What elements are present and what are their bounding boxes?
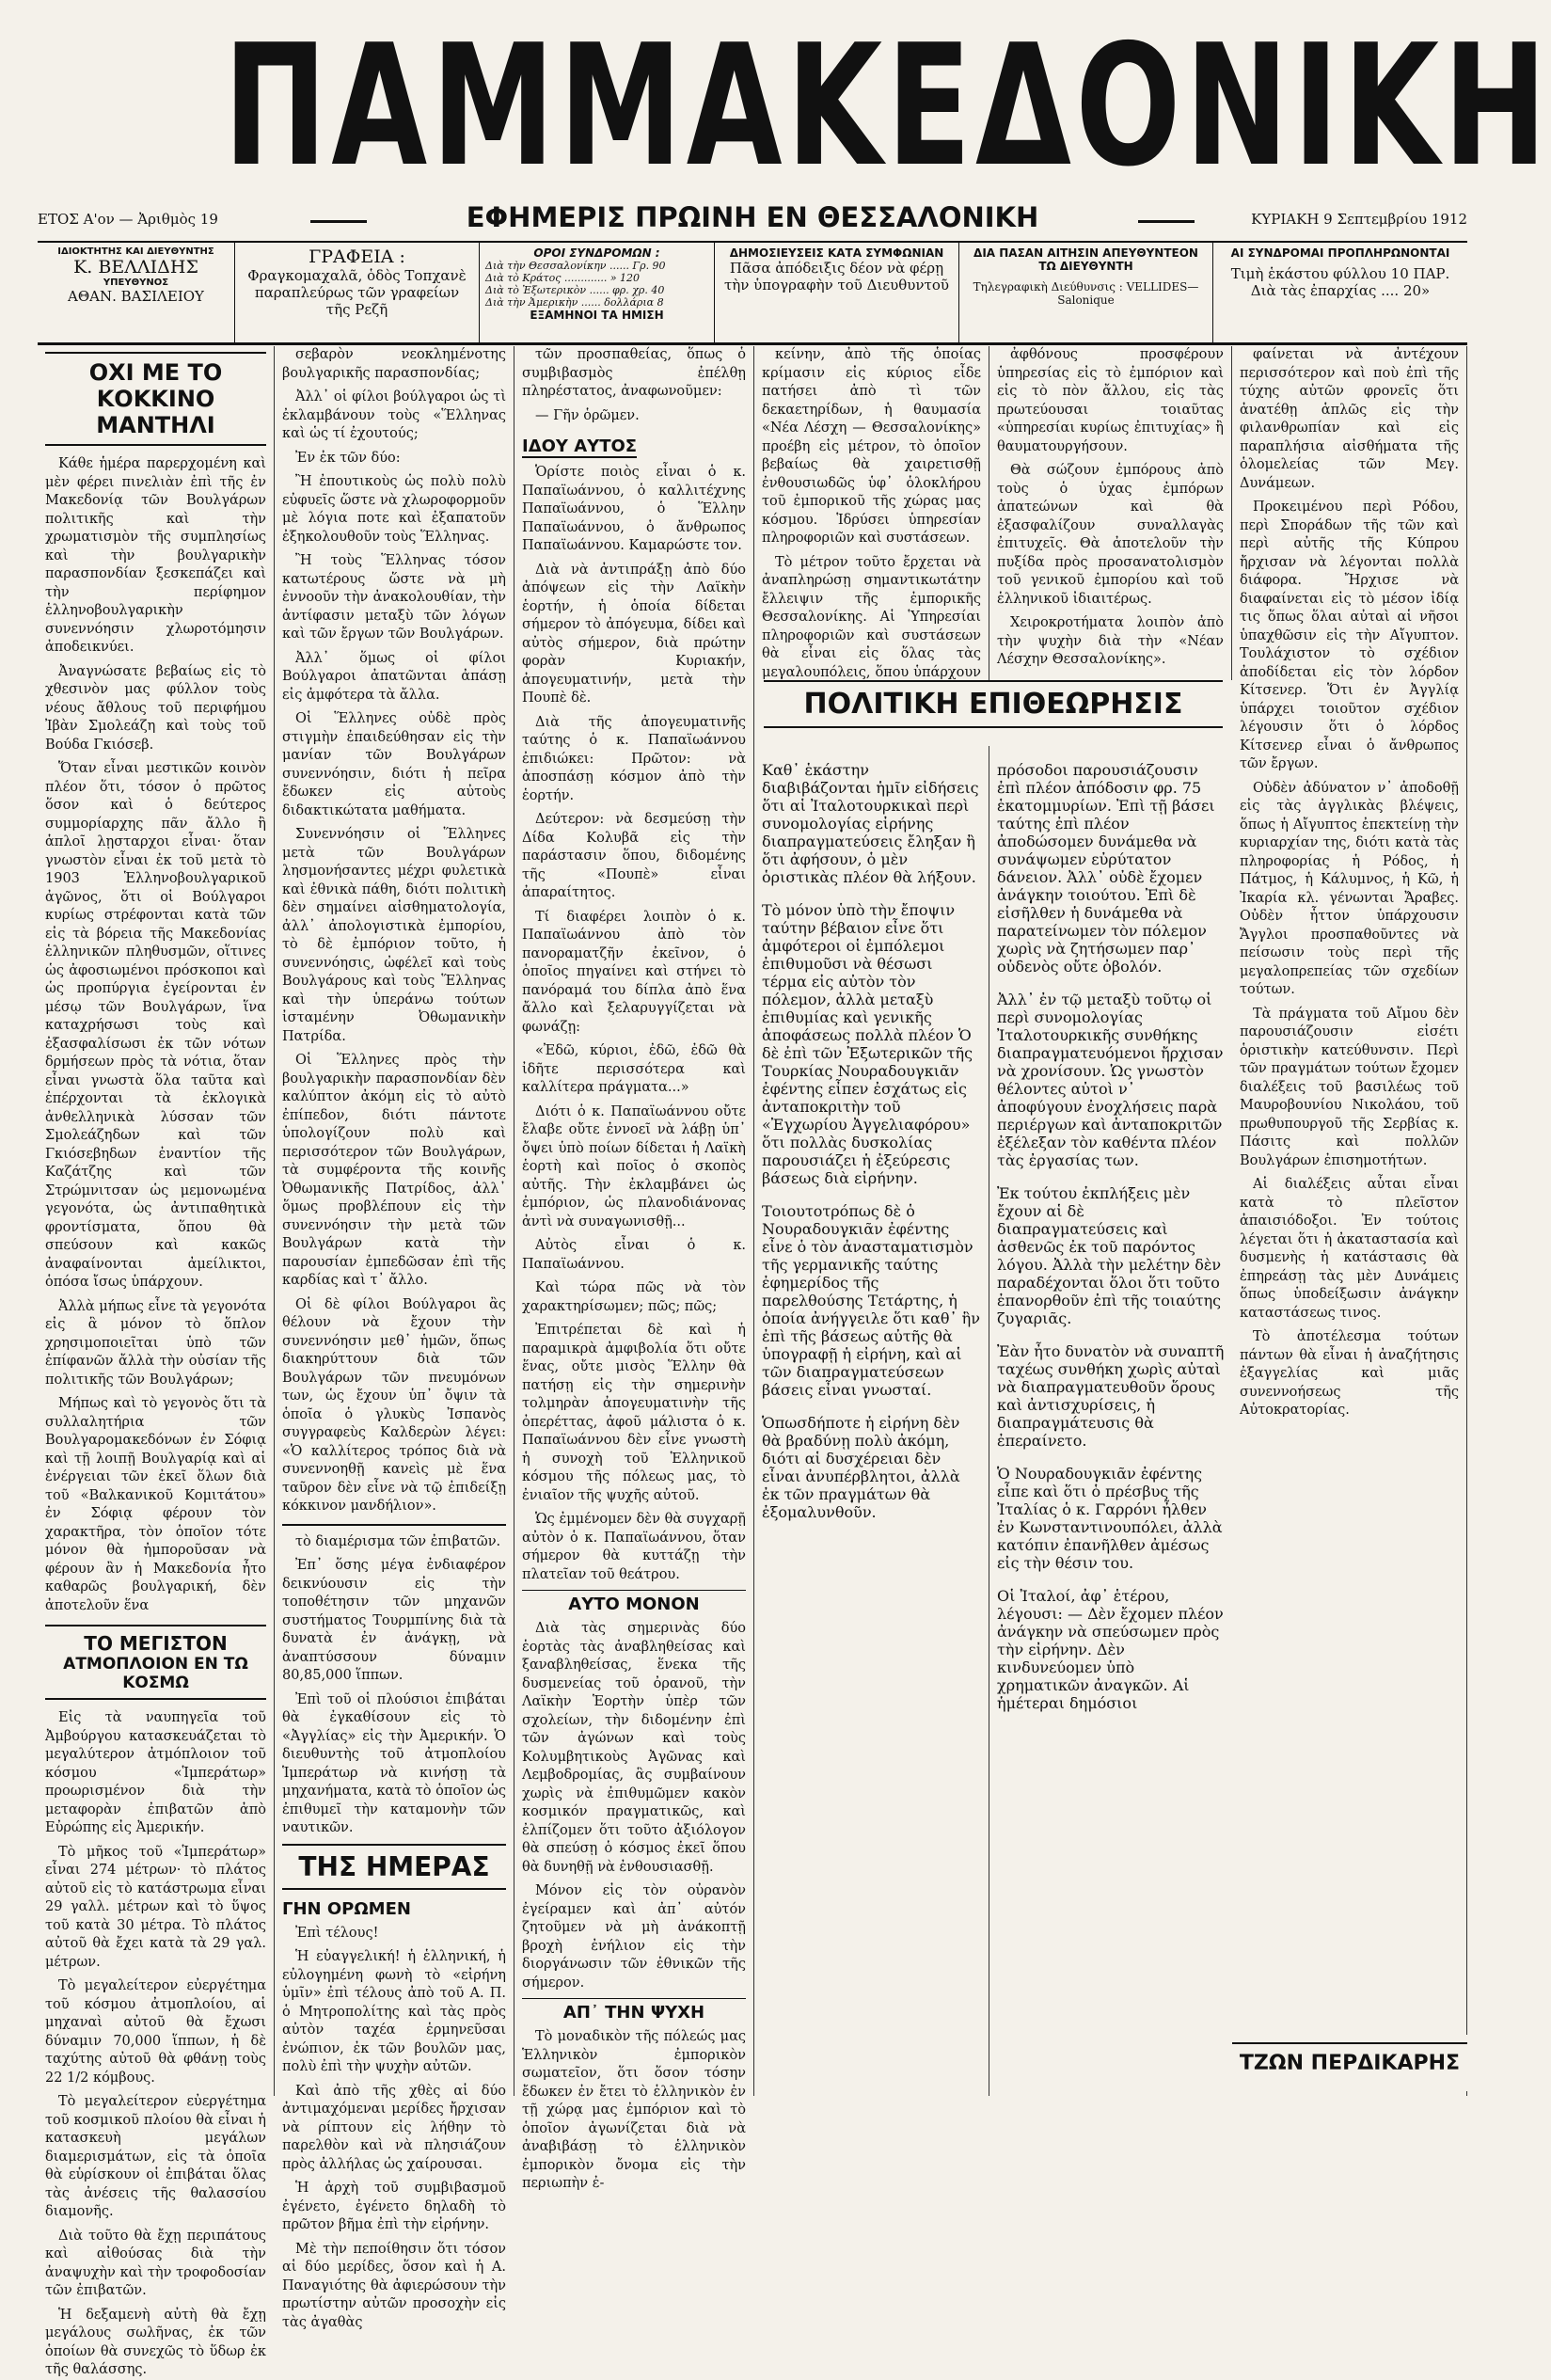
paragraph: Ἐπιτρέπεται δὲ καὶ ἡ παραμικρὰ ἀμφιβολία ὅτι οὔτε ἕνας, οὔτε μισὸς Ἕλλην θὰ πατήσῃ εἰς τὴν σημερινὴν τολμηρὰν ἀπογευματινὴν τῆς ὀπερέττας, ἀφοῦ μάλιστα ὁ κ. Παπαϊωάννου δὲν εἶνε γνωστὴ ἡ συνοχὴ τοῦ Ἑλληνικοῦ κόσμου τῆς πόλεως μας, τὸ ἐνιαῖον τῆς ψυχῆς αὐτοῦ. (522, 1323, 746, 1503)
price-city: Τιμὴ ἑκάστου φύλλου 10 ΠΑΡ. (1230, 265, 1450, 282)
ads-box (715, 243, 959, 342)
ads-text: Πᾶσα ἀπόδειξις δέον νὰ φέρῃ τὴν ὑπογραφὴν τοῦ Διευθυντοῦ (723, 260, 949, 294)
paragraph: Καὶ τώρα πῶς νὰ τὸν χαρακτηρίσωμεν; πῶς; πῶς; (522, 1280, 746, 1314)
paragraph: Ἡ ἀρχὴ τοῦ συμβιβασμοῦ ἐγένετο, ἐγένετο δηλαδὴ τὸ πρῶτον βῆμα ἐπὶ τὴν εἰρήνην. (282, 2181, 506, 2232)
newspaper-title: ΠΑΜΜΑΚΕΔΟΝΙΚΗ (223, 8, 1551, 203)
subscription-note: ΕΞΑΜΗΝΟΙ ΤΑ ΗΜΙΣΗ (530, 309, 664, 322)
paragraph: Εἰς τὰ ναυπηγεῖα τοῦ Ἀμβούργου κατασκευάζεται τὸ μεγαλύτερον ἀτμόπλοιον τοῦ κόσμου «Ἱμπεράτωρ» προωρισμένον διὰ τὴν μεταφορὰν ἐπιβατῶν ἀπὸ Εὐρώπης εἰς Ἀμερικήν. (45, 1710, 266, 1835)
paragraph: Ὡς ἐμμένομεν δὲν θὰ συγχαρῇ αὐτὸν ὁ κ. Παπαϊωάννου, ὅταν σήμερον θὰ κυττάζῃ τὴν πλατεῖαν τοῦ θεάτρου. (522, 1512, 746, 1582)
requests-title: ΔΙΑ ΠΑΣΑΝ ΑΙΤΗΣΙΝ ΑΠΕΥΘΥΝΤΕΟΝ ΤΩ ΔΙΕΥΘΥΝΤΗ (973, 246, 1198, 273)
paragraph: Μὲ τὴν πεποίθησιν ὅτι τόσον αἱ δύο μερίδες, ὅσον καὶ ἡ Α. Παναγιότης θὰ ἀφιερώσουν τὴν πρωτίστην αὐτῶν προσοχὴν εἰς τὰς ἀγαθὰς (282, 2241, 506, 2330)
paragraph: Συνεννόησιν οἱ Ἕλληνες μετὰ τῶν Βουλγάρων λησμονήσαντες μέχρι φυλετικὰ καὶ ἐθνικὰ πάθη, διότι πολιτικὴ δὲν σημαίνει αἰσθηματολογία, ἀλλ᾽ ἀπολογιστικὰ ἐμπορίου, τὸ δὲ ἐμπόριον τοῦτο, ἡ συνεννόησις, ὠφέλεῖ καὶ τοὺς Βουλγάρους καὶ τοὺς Ἕλληνας καὶ τὴν ὑπεράνω τούτων ἰσταμένην Ὀθωμανικὴν Πατρίδα. (282, 827, 506, 1044)
article-headline: ΟΧΙ ΜΕ ΤΟ ΚΟΚΚΙΝΟ ΜΑΝΤΗΛΙ (45, 352, 266, 446)
owners-box (38, 243, 235, 342)
newspaper-subtitle: ΕΦΗΜΕΡΙΣ ΠΡΩΙΝΗ ΕΝ ΘΕΣΣΑΛΟΝΙΚΗ (466, 201, 1039, 233)
telegraph-address: Τηλεγραφικὴ Διεύθυνσις : VELLIDES—Salonique (973, 280, 1199, 307)
section-headline: ΠΟΛΙΤΙΚΗ ΕΠΙΘΕΩΡΗΣΙΣ (764, 680, 1223, 728)
article-subhead: ΓΗΝ ΟΡΩΜΕΝ (282, 1898, 411, 1919)
paragraph: Οὐδὲν ἀδύνατον ν᾽ ἀποδοθῇ εἰς τὰς ἀγγλικὰς βλέψεις, ὅπως ἡ Αἴγυπτος ἐπεκτείνῃ τὴν κυριαρχίαν της, διότι κατὰ τὰς πληροφορίας ἡ Ρόδος, ἡ Πάτμος, ἡ Κάλυμνος, ἡ Κῶ, ἡ Ἰκαρία κλ. γένωνται Ἄραβες. Οὐδὲν ἧττον ὑπάρχουσιν Ἄγγλοι προσπαθοῦντες νὰ πείσωσιν τοὺς περὶ τῆς μεγαλοπρεπείας τῶν σχεδίων τούτων. (1240, 780, 1459, 997)
paragraph: φαίνεται νὰ ἀντέχουν περισσότερον καὶ ποὺ ἐπὶ τῆς τύχης αὐτῶν φρονεῖς ὅτι ἀνατέθῃ ἁπλῶς εἰς τὴν φιλανθρωπίαν καὶ εἰς παραπλήσια αἰσθήματα τῆς ὁλομελείας τῶν Μεγ. Δυνάμεων. (1240, 347, 1459, 491)
paragraph: Οἱ Ἕλληνες οὐδὲ πρὸς στιγμὴν ἐπαιδεύθησαν εἰς τὴν μανίαν τῶν Βουλγάρων συνεννόησιν, διότι ἡ πεῖρα ἔδωκεν εἰς αὐτοὺς διδακτικώτατα μαθήματα. (282, 711, 506, 818)
subscription-line: Διὰ τὸ Ἐξωτερικὸν ...... φρ. χρ. 40 (485, 284, 665, 296)
paragraph: Ἐπὶ τοῦ οἱ πλούσιοι ἐπιβάται θὰ ἐγκαθίσουν εἰς τὸ «Ἀγγλίας» εἰς τὴν Ἀμερικήν. Ὁ διευθυντὴς τοῦ ἀτμοπλοίου Ἱμπεράτωρ νὰ κινήσῃ τὰ μηχανήματα, κατὰ τὸ ὁποῖον ὡς ἐπιθυμεῖ τὴν καταμονὴν τῶν ναυτικῶν. (282, 1691, 506, 1835)
paragraph: τῶν προσπαθείας, ὅπως ὁ συμβιβασμὸς ἐπέλθῃ πληρέστατος, ἀναφωνοῦμεν: (522, 347, 746, 399)
headline-line: ΑΤΜΟΠΛΟΙΟΝ ΕΝ ΤΩ ΚΟΣΜΩ (63, 1655, 248, 1692)
paragraph: Ἀλλ᾽ ἐν τῷ μεταξὺ τοῦτῳ οἱ περὶ συνομολογίας Ἰταλοτουρκικῆς συνθήκης διαπραγματευόμενοι ἤρχισαν νὰ χρονίσουν. Ὡς γνωστὸν θέλοντες αὐτοὶ ν᾽ ἀποφύγουν ἐνοχλήσεις παρὰ περιέργων καὶ ἀνταποκριτῶν ἐξέλεξαν τὸν καθέντα πλέον τὰς ἐργασίας των. (997, 991, 1224, 1169)
article-columns (38, 346, 1467, 2377)
issue-number: ΕΤΟΣ Α'ον — Ἀριθμὸς 19 (38, 211, 218, 228)
paragraph: Ἐπὶ τέλους! (295, 1925, 379, 1941)
paragraph: Τί διαφέρει λοιπὸν ὁ κ. Παπαϊωάννου ἀπὸ τὸν πανοραματζῆν ἐκεῖνον, ὁ ὁποῖος πηγαίνει καὶ στήνει τὸ πανόραμά του δίπλα ἀπὸ ἕνα ἄλλο καὶ ξελαρυγγίζεται νὰ φωνάζῃ: (522, 909, 746, 1035)
paragraph: Τὸ μόνον ὑπὸ τὴν ἔποψιν ταύτην βέβαιον εἶνε ὅτι ἀμφότεροι οἱ ἐμπόλεμοι ἐπιθυμοῦσι νὰ θέσωσι τέρμα εἰς αὐτὸν τὸν πόλεμον, ἀλλὰ μεταξὺ ἐπιθυμίας καὶ γενικῆς ἀποφάσεως πολλὰ πλέον Ὁ δὲ ἐπὶ τῶν Ἐξωτερικῶν τῆς Τουρκίας Νουραδουγκιᾶν ἐφέντης εἶπεν ἐσχάτως εἰς ἀνταποκριτὴν τοῦ «Ἐγχωρίου Ἀγγελιαφόρου» ὅτι πολλὰς δυσκολίας παρουσιάζει ἡ ἐξεύρεσις βάσεως διὰ εἰρήνην. (762, 901, 973, 1187)
paragraph: «Ἐδῶ, κύριοι, ἐδῶ, ἐδῶ θὰ ἰδῆτε περισσότερα καὶ καλλίτερα πράγματα...» (522, 1043, 746, 1095)
paragraph: ἀφθόνους προσφέρουν ὑπηρεσίας εἰς τὸ ἐμπόριον καὶ εἰς τὸ πὸν ἄλλου, εἰς τὰς πρωτεύουσαι τοιαῦτας «ὑπηρεσίαι κυρίως ἐπιτυχίας» ἢ θαυματουργήσουν. (997, 347, 1224, 454)
paragraph: Τὰ πράγματα τοῦ Αἴμου δὲν παρουσιάζουσιν εἰσέτι ὁριστικὴν κατεύθυνσιν. Περὶ τῶν πραγμάτων τούτων ἔχομεν διαλέξεις τοῦ βασιλέως τοῦ Μαυροβουνίου Νικολάου, τοῦ πρωθυπουργοῦ τῆς Σερβίας κ. Πάσιτς καὶ πολλῶν Βουλγάρων ἐπισημοτήτων. (1240, 1006, 1459, 1168)
paragraph: Προκειμένου περὶ Ρόδου, περὶ Σποράδων τῆς τῶν καὶ περὶ αὐτῆς τῆς Κύπρου ἤρχισαν νὰ λέγονται πολλὰ διάφορα. Ἤρχισε νὰ διαφαίνεται εἰς τὸ μέσον ἰδίᾳ τις ὅπως ὅλαι αὐταὶ αἱ νῆσοι ὑπαχθῶσιν εἰς τὴν Αἴγυπτον. Τουλάχιστον τὸ σχέδιον ἀποδίδεται εἰς τὸν λόρδον Κίτσενερ. Ὅτι ἐν Ἀγγλίᾳ ὑπάρχει τοιοῦτον σχέδιον λέγουσιν ὅτι ὁ λόρδος Κίτσενερ εἶναι ὁ ἄνθρωπος τῶν ἔργων. (1240, 500, 1459, 771)
price-box (1213, 243, 1467, 342)
paragraph: Ἡ εὐαγγελική! ἡ ἑλληνική, ἡ εὐλογημένη φωνὴ τὸ «εἰρήνη ὑμῖν» ἐπὶ τέλους ἀπὸ τοῦ Α. Π. ὁ Μητροπολίτης καὶ τὰς πρὸς αὐτὸν ταχέα ἑρμηνεῦσαι ἐνώπιον, ἐκ τῶν βουλῶν μας, πολὺ ἐπὶ τὴν ψυχὴν αὐτῶν. (282, 1949, 506, 2074)
editor-name: ΑΘΑΝ. ΒΑΣΙΛΕΙΟΥ (68, 288, 204, 305)
paragraph: Ἐκ τούτου ἐκπλήξεις μὲν ἔχουν αἱ δὲ διαπραγματεύσεις καὶ ἀσθενῶς ἐκ τοῦ παρόντος λόγου. Ἀλλὰ τὴν μελέτην δὲν παραδέχονται ὅλοι ὅτι τοῦτο ἐπανορθοῦν ἐπὶ τῆς τοιαύτης ζυγαριᾶς. (997, 1184, 1222, 1327)
paragraph: κείνην, ἀπὸ τῆς ὁποίας κρίμασιν εἰς κύριος εἶδε πατήσει ἀπὸ τὶ τῶν δεκαετηρίδων, ἡ θαυμασία «Νέα Λέσχη — Θεσσαλονίκης» προέβη εἰς μέτρον, τὸ ὁποῖον βεβαίως θὰ χαιρετισθῇ ἐνθουσιωδῶς ὑφ᾽ ὁλοκλήρου τοῦ ἐμπορικοῦ τῆς χώρας μας κόσμου. Ἱδρύσει ὑπηρεσίαν πληροφοριῶν καὶ συστάσεων. (762, 347, 981, 546)
paragraph: πρόσοδοι παρουσιάζουσιν ἐπὶ πλέον ἀπόδοσιν φρ. 75 ἑκατομμυρίων. Ἐπὶ τῇ βάσει ταύτης ἐπὶ πλέον ἀποδώσομεν δυνάμεθα νὰ συνάψωμεν εὐρύτατον δάνειον. Ἀλλ᾽ οὐδὲ ἔχομεν ἀνάγκην τοιούτου. Ἐπὶ δὲ εἰσῆλθεν ἡ δυνάμεθα νὰ παρατείνωμεν τὸν πόλεμον χωρὶς νὰ ζητήσωμεν παρ᾽ οὐδενὸς οὔτε ὀβολόν. (997, 761, 1215, 976)
column-6 (1232, 346, 1467, 2096)
subscriptions-box (480, 243, 715, 342)
paragraph: σεβαρὸν νεοκλημένοτης βουλγαρικῆς παρασπονδίας; (282, 347, 506, 381)
paragraph: — Γῆν ὁρῶμεν. (535, 407, 640, 423)
paragraph: Ἀλλ᾽ ὅμως οἱ φίλοι Βούλγαροι ἀπατῶνται ἀπάσῃ εἰς ἀμφότερα τὰ ἄλλα. (282, 650, 506, 703)
paragraph: Οἱ Ἕλληνες πρὸς τὴν βουλγαρικὴν παρασπονδίαν δὲν καλύπτον ἀκόμη εἰς τὸ αὐτὸ ἐπίπεδον, διότι πάντοτε ὑπολογίζουν πολὺ καὶ περισσότερον τῶν Βουλγάρων, τὰ συμφέροντα τῆς κοινῆς Ὀθωμανικῆς Πατρίδος, ἀλλ᾽ ὅμως προβλέπουν εἰς τὴν συνεννόησιν τὴν μετὰ τῶν Βουλγάρων κατὰ τὴν παρουσίαν ἐμπεδῶσαν ἐπὶ τῆς καρδίας καὶ τ᾽ ἄλλο. (282, 1053, 506, 1288)
editor-label: ΥΠΕΥΘΥΝΟΣ (103, 278, 169, 288)
paragraph: Δεύτερον: νὰ δεσμεύσῃ τὴν Δίδα Κολυβᾶ εἰς τὴν παράστασιν ὅπου, διδομένης τῆς «Πουπὲ» εἶναι ἀπαραίτητος. (522, 812, 746, 900)
paragraph: Τὸ ἀποτέλεσμα τούτων πάντων θὰ εἶναι ἡ ἀναζήτησις ἐξαγγελίας καὶ μιᾶς συνεννοήσεως τῆς Αὐτοκρατορίας. (1240, 1329, 1459, 1418)
politics-section (754, 680, 1232, 2096)
paragraph: Καὶ ἀπὸ τῆς χθὲς αἱ δύο ἀντιμαχόμεναι μερίδες ἤρχισαν νὰ ρίπτουν εἰς λήθην τὸ παρελθὸν καὶ νὰ πλησιάζουν πρὸς ἀλλήλας ὡς χαίρουσαι. (282, 2083, 506, 2172)
paragraph: Διὰ τοῦτο θὰ ἔχῃ περιπάτους καὶ αἰθούσας διὰ τὴν ἀναψυχὴν καὶ τὴν τροφοδοσίαν τῶν ἐπιβατῶν. (45, 2228, 266, 2298)
paragraph: Τοιουτοτρόπως δὲ ὁ Νουραδουγκιᾶν ἐφέντης εἶνε ὁ τὸν ἀνασταματισμὸν τῆς γερμανικῆς ταύτης ἐφημερίδος τῆς παρελθούσης Τετάρτης, ἡ ὁποία ἀνήγγειλε ὅτι καθ᾽ ἣν ἐπὶ τῆς βάσεως αὐτῆς θὰ ὑπογραφῇ ἡ εἰρήνη, καὶ αἱ τῶν διαπραγματεύσεων βάσεις εἶναι γνωσταί. (762, 1202, 980, 1399)
article-subhead: ΑΠ᾽ ΤΗΝ ΨΥΧΗ (522, 1998, 746, 2023)
paragraph: Θὰ σώζουν ἐμπόρους ἀπὸ τοὺς ὁ ὑχας ἐμπόρων ἀπατεώνων καὶ θὰ ἐξασφαλίζουν συναλλαγὰς ἐπιτυχεῖς. Θὰ ἀποτελοῦν τὴν πυξίδα πρὸς προσανατολισμὸν τοῦ γενικοῦ ἐμπορίου καὶ τοῦ ἑλληνικοῦ ἰδιαιτέρως. (997, 463, 1224, 607)
paragraph: Ἐν ἐκ τῶν δύο: (295, 450, 401, 466)
paragraph: Ἀλλ᾽ οἱ φίλοι βούλγαροι ὡς τὶ ἐκλαμβάνουν τοὺς «Ἕλληνας καὶ ὡς τί ἐχουτούς; (282, 389, 506, 441)
paragraph: Ἢ ἐπουτικοὺς ὡς πολὺ πολὺ εὐφυεῖς ὥστε νὰ χλωροφορμοῦν μὲ λόγια ποτε καὶ ἐξαπατοῦν ἐξηκολουθοῦν τοὺς Ἕλληνας. (282, 474, 506, 545)
paragraph: Ὁ Νουραδουγκιᾶν ἐφέντης εἶπε καὶ ὅτι ὁ πρέσβυς τῆς Ἰταλίας ὁ κ. Γαρρόνι ἦλθεν ἐν Κωνσταντινουπόλει, ἀλλὰ κατόπιν ἐπανῆλθεν ἀμέσως εἰς τὴν θέσιν του. (997, 1465, 1223, 1572)
requests-box (959, 243, 1213, 342)
paragraph: Κάθε ἡμέρα παρερχομένη καὶ μὲν φέρει πινελιὰν ἐπὶ τῆς ἐν Μακεδονίᾳ τῶν Βουλγάρων πολιτικῆς καὶ τὴν χρωματισμὸν τῆς συμπλησίως καὶ τὴν βουλγαρικὴν παρασπονδίαν ξεσκεπάζει καὶ τὴν περίφημον ἑλληνοβουλγαρικὴν συνεννόησιν χλωροτόμησιν ἀποδεικνύει. (45, 456, 266, 655)
offices-text: Φραγκομαχαλᾶ, ὁδὸς Τοπχανὲ παραπλεύρως τῶν γραφείων τῆς Ρεζῆ (247, 267, 467, 318)
subscription-line: Διὰ τὴν Ἀμερικὴν ...... δολλάρια 8 (485, 296, 664, 309)
column-1 (38, 346, 275, 2377)
paragraph: Ἐὰν ἦτο δυνατὸν νὰ συναπτῆ ταχέως συνθήκη χωρὶς αὐταὶ νὰ διαπραγματευθοῦν ὅρους καὶ ἀντισχυρίσεις, ἡ διαπραγμάτευσις θὰ ἐπεραίνετο. (997, 1342, 1225, 1450)
divider (282, 1524, 506, 1526)
ads-title: ΔΗΜΟΣΙΕΥΣΕΙΣ ΚΑΤΑ ΣΥΜΦΩΝΙΑΝ (729, 246, 944, 260)
column-3 (514, 346, 754, 2191)
section-headline: ΤΗΣ ΗΜΕΡΑΣ (282, 1844, 506, 1890)
paragraph: Ὅταν εἶναι μεστικῶν κοινὸν πλέον ὅτι, τόσον ὁ πρῶτος ὅσον καὶ ὁ δεύτερος συμμορίαρχης πᾶν ἄλλο ἢ ἁπλοῖ λῃσταρχοι εἶναι· ὅταν γνωστὸν εἶναι ἐκ τοῦ μετὰ τὸ 1903 Ἑλληνοβουλγαρικοῦ ἀγῶνος, ὅτι οἱ Βούλγαροι κυρίως στρέφονται κατὰ τῶν εἰς τὰ βόρεια τῆς Μακεδονίας ἑλληνικῶν πληθυσμῶν, οἵτινες ὡς ἀφοσιωμένοι πρόσκοποι καὶ ὡς προπύργια ἐγείρονται ἐν μέσῳ τῶν Βουλγάρων, ἵνα καταχρήσωσι τοὺς καὶ ἐξασφαλίσωσι ἐκ τῶν νότων δρμήσεων πρὸς τὰ νότια, ὅταν εἶναι γνωστὰ ὅλα ταῦτα καὶ ἐπέρχονται τὰ ἐκλογικὰ ἀνθελληνικὰ λύσσαν τῶν Σμολεάζηδων καὶ τῶν Γκιόσεβηδων ἐναντίον τῆς Καζάτζης καὶ τῶν Στρώμνιτσαν ὡς μεμονωμένα γεγονότα, ὡς ἀντιπαθητικὰ φροντίσματα, ὅπου θὰ σπεύσουν καὶ κακῶς ἀναφαίνονται ἀμείλικτοι, ὁπόσα ἴσως ὑπάρχουν. (45, 761, 266, 1290)
paragraph: Ἢ τοὺς Ἕλληνας τόσον κατωτέρους ὥστε νὰ μὴ ἐννοοῦν τὴν ἀνακολουθίαν, τὴν ἀντίφασιν μεταξὺ τῶν λόγων καὶ τῶν ἔργων τῶν Βουλγάρων. (282, 553, 506, 642)
paragraph: Τὸ μῆκος τοῦ «Ἱμπεράτωρ» εἶναι 274 μέτρων· τὸ πλάτος αὐτοῦ εἰς τὸ κατάστρωμα εἶναι 29 γαλλ. μέτρων καὶ τὸ ὕψος τοῦ κατὰ 30 μέτρα. Τὸ πλάτος αὐτοῦ θὰ ἔχει κατὰ τὰ 29 γαλ. μέτρων. (45, 1844, 266, 1970)
paragraph: Ἀναγνώσατε βεβαίως εἰς τὸ χθεσινὸν μας φύλλον τοὺς νέους ἄθλους τοῦ περιφήμου Ἰβὰν Σμολεάζη καὶ τοὺς τοῦ Βούδα Γκιόσεβ. (45, 663, 266, 753)
paragraph: Οἱ δὲ φίλοι Βούλγαροι ἂς θέλουν νὰ ἔχουν τὴν συνεννόησιν μεθ᾽ ἡμῶν, ὅπως διακηρύττουν διὰ τῶν Βουλγάρων τῶν πνευμόνων των, ὡς ἔχουν ὑπ᾽ ὄψιν τὰ ὁποῖα ὁ γλυκὺς Ἰσπανὸς συγγραφεὺς Καλδερὼν λέγει: «Ὁ καλλίτερος τρόπος διὰ νὰ συνεννοηθῇ κανεὶς μὲ ἕνα ταῦρον δὲν εἶνε νὰ τῷ ἐπιδείξῃ κόκκινον μανδήλιον». (282, 1296, 506, 1514)
divider (1138, 220, 1195, 223)
politics-column-b (989, 746, 1232, 2096)
paragraph: Μήπως καὶ τὸ γεγονὸς ὅτι τὰ συλλαλητήρια τῶν Βουλγαρομακεδόνων ἐν Σόφιᾳ καὶ τῇ λοιπῇ Βουλγαρίᾳ καὶ αἱ ἐνέργειαι τῶν ἐκεῖ ὅλων διὰ τοῦ «Βαλκανικοῦ Κομιτάτου» ἐν Σόφιᾳ φέρουν τὸν χαρακτῆρα, τὸν ὁποῖον τότε μόνον θὰ ἠμποροῦσαν νὰ φέρουν ἂν ἡ Μακεδονία ἦτο καθαρῶς βουλγαρική, δὲν ἀποτελοῦν ἕνα (45, 1396, 266, 1613)
paragraph: Διότι ὁ κ. Παπαϊωάννου οὔτε ἔλαβε οὔτε ἐννοεῖ νὰ λάβῃ ὑπ᾽ ὄψει ὑπὸ ποίων δίδεται ἡ Λαϊκὴ ἑορτὴ καὶ ποῖος ὁ σκοπὸς αὐτῆς. Τὴν ἐκλαμβάνει ὡς ἐμπόριον, ὡς πλανοδιάνονας ἀντὶ νὰ συναγωνισθῇ... (522, 1103, 746, 1230)
subscription-line: Διὰ τὴν Θεσσαλονίκην ...... Γρ. 90 (485, 260, 666, 272)
issue-date: ΚΥΡΙΑΚΗ 9 Σεπτεμβρίου 1912 (1251, 211, 1467, 228)
paragraph: Διὰ τὰς σημερινὰς δύο ἑορτὰς τὰς ἀναβληθείσας καὶ ξαναβληθείσας, ἕνεκα τῆς δυσμενείας τοῦ ὀρανοῦ, τὴν Λαϊκὴν Ἑορτὴν ὑπὲρ τῶν σχολείων, τὴν διδομένην ἐπὶ τῶν ἀγώνων καὶ τοὺς Κολυμβητικοὺς Ἀγῶνας καὶ Λεμβοδρομίας, ἃς συμβαίνουν χωρὶς νὰ ἐπιθυμῶμεν κακὸν κοσμικόν πραγματικῶς, καὶ ἐλπίζομεν ὅτι τοῦτο ἀξιόλογον θὰ σπεύσῃ ὁ κόσμος ἐκεῖ ὅπου θὰ δυνηθῇ νὰ ἐνθουσιασθῇ. (522, 1621, 746, 1875)
prepaid-title: ΑΙ ΣΥΝΔΡΟΜΑΙ ΠΡΟΠΛΗΡΩΝΟΝΤΑΙ (1230, 246, 1450, 260)
paragraph: Ἐπ᾽ ὅσης μέγα ἐνδιαφέρον δεικνύουσιν εἰς τὴν τοποθέτησιν τῶν μηχανῶν συστήματος Τουρμπίνης διὰ τὰ δυνατὰ ἐν ἀνάγκῃ, νὰ ἀναπτύσσουν δύναμιν 80,85,000 ἵππων. (282, 1558, 506, 1683)
masthead (38, 8, 1551, 205)
paragraph: Τὸ μέτρον τοῦτο ἔρχεται νὰ ἀναπληρώσῃ σημαντικωτάτην ἔλλειψιν τῆς ἐμπορικῆς Θεσσαλονίκης. Αἱ Ὑπηρεσίαι πληροφοριῶν καὶ συστάσεων θὰ εἶναι εἰς ὅλας τὰς μεγαλουπόλεις, ὅπου ὑπάρχουν (762, 554, 981, 680)
paragraph: Αὐτὸς εἶναι ὁ κ. Παπαϊωάννου. (522, 1238, 746, 1272)
divider (1232, 2042, 1467, 2044)
article-signature: ΤΖΩΝ ΠΕΡΔΙΚΑΡΗΣ (1239, 2052, 1461, 2075)
owners-label: ΙΔΙΟΚΤΗΤΗΣ ΚΑΙ ΔΙΕΥΘΥΝΤΗΣ (57, 246, 214, 257)
paragraph: Χειροκροτήματα λοιπὸν ἀπὸ τὴν ψυχὴν διὰ τὴν «Νέαν Λέσχην Θεσσαλονίκης». (997, 615, 1224, 667)
paragraph: Οἱ Ἰταλοί, ἀφ᾽ ἑτέρου, λέγουσι: — Δὲν ἔχομεν πλέον ἀνάγκην νὰ σπεύσωμεν πρὸς τὴν εἰρήνην. Δὲν κινδυνεύομεν ὑπὸ χρηματικῶν ἀναγκῶν. Αἱ ἡμέτεραι δημόσιοι (997, 1587, 1224, 1712)
paragraph: Ὁπωσδήποτε ἡ εἰρήνη δὲν θὰ βραδύνῃ πολὺ ἀκόμη, διότι αἱ δυσχέρειαι δὲν εἶναι ἀνυπέρβλητοι, ἀλλὰ ἐκ τῶν πραγμάτων θὰ ἐξομαλυνθοῦν. (762, 1414, 960, 1521)
masthead-subline (38, 201, 1467, 233)
paragraph: Ἀλλὰ μήπως εἶνε τὰ γεγονότα εἰς ἃ μόνον τὸ ὅπλον χρησιμοποιεῖται ὑπὸ τῶν ἐπίφανῶν ἄλλὰ τὴν οὐσίαν τῆς πολιτικῆς τῶν Βουλγάρων; (45, 1298, 266, 1388)
paragraph: τὸ διαμέρισμα τῶν ἐπιβατῶν. (295, 1533, 501, 1549)
subscription-line: Διὰ τὸ Κράτος ............. » 120 (485, 272, 641, 284)
paragraph: Καθ᾽ ἑκάστην διαβιβάζονται ἡμῖν εἰδήσεις ὅτι αἱ Ἰταλοτουρκικαὶ περὶ συνομολογίας εἰρήνης διαπραγματεύσεις ἔληξαν ἢ ὅτι ἀφήσουν, ὁ μὲν ὁριστικὰς πλέον θὰ λήξουν. (762, 761, 979, 886)
politics-column-a (754, 746, 989, 2096)
paragraph: Ἡ δεξαμενὴ αὐτὴ θὰ ἔχῃ μεγάλους σωλῆνας, ἐκ τῶν ὁποίων θὰ συνεχῶς τὸ ὕδωρ ἐκ τῆς θαλάσσης. (45, 2307, 266, 2377)
paragraph: Μόνον εἰς τὸν οὐρανὸν ἐγείραμεν καὶ ἀπ᾽ αὐτόν ζητοῦμεν νὰ μὴ ἀνάκοπτῇ βροχὴ ἐνήλιον εἰς τὴν διοργάνωσιν τῶν ἐθνικῶν τῆς σήμερον. (522, 1883, 746, 1991)
article-subhead: ΙΔΟΥ ΑΥΤΟΣ (522, 436, 638, 456)
info-bar (38, 241, 1467, 345)
paragraph: Διὰ τῆς ἀπογευματινῆς ταύτης ὁ κ. Παπαϊωάννου ἐπιδιώκει: Πρῶτον: νὰ ἀποσπάσῃ κόσμον ἀπὸ τὴν ἑορτήν. (522, 714, 746, 803)
subscriptions-title: ΟΡΟΙ ΣΥΝΔΡΟΜΩΝ : (533, 246, 660, 260)
paragraph: Τὸ μεγαλείτερον εὐεργέτημα τοῦ κόσμου ἀτμοπλοίου, αἱ μηχαναὶ αὐτοῦ θὰ ἔχωσι δύναμιν 70,000 ἵππων, ἡ δὲ ταχύτης αὐτοῦ θὰ φθάνῃ τοὺς 22 1/2 κόμβους. (45, 1978, 266, 2086)
paragraph: Αἱ διαλέξεις αὗται εἶναι κατὰ τὸ πλεῖστον ἀπαισιόδοξοι. Ἐν τούτοις λέγεται ὅτι ἡ ἀκαταστασία καὶ δυσμενὴς ἡ κατάστασις θὰ ἐπηρεάσῃ τὰς μὲν Δυνάμεις ὅπως ὑποδείξωσιν ἀνάγκην καταστάσεως τινος. (1240, 1177, 1459, 1321)
paragraph: Ὁρίστε ποιὸς εἶναι ὁ κ. Παπαϊωάννου, ὁ καλλιτέχνης Παπαϊωάννου, ὁ Ἕλλην Παπαϊωάννου, ὁ ἄνθρωπος Παπαϊωάννου. Καμαρώστε τον. (522, 465, 746, 553)
paragraph: Τὸ μοναδικὸν τῆς πόλεώς μας Ἑλληνικὸν ἐμπορικὸν σωματεῖον, ὅτι ὅσον τόσην ἔδωκεν ἐν ἔτει τὸ ἑλληνικὸν ἐν τῇ χώρᾳ μας ἐμπόριον καὶ τὸ ὁποῖον ἀγωνίζεται διὰ νὰ ἀναβιβάσῃ τὸ ἑλληνικὸν ἐμπορικὸν ὄνομα εἰς τὴν περιωπὴν ἐ- (522, 2029, 746, 2191)
offices-box (235, 243, 480, 342)
paragraph: Τὸ μεγαλείτερον εὐεργέτημα τοῦ κοσμικοῦ πλοίου θὰ εἶναι ἡ κατασκευὴ μεγάλων διαμερισμάτων, εἰς τὰ ὁποῖα θὰ εὑρίσκουν οἱ ἐπιβάται ὅλας τὰς ἀνέσεις τῆς θαλασσίου διαμονῆς. (45, 2094, 266, 2219)
column-2 (275, 346, 514, 2330)
paragraph: Διὰ νὰ ἀντιπράξῃ ἀπὸ δύο ἀπόψεων εἰς τὴν Λαϊκὴν ἑορτήν, ἡ ὁποία δίδεται σήμερον τὸ ἀπόγευμα, δίδει καὶ αὐτὸς σήμερον, διὰ πρώτην φορὰν Κυριακήν, ἀπογευματινήν, μετὰ τὴν Πουπὲ δὲ. (522, 562, 746, 706)
headline-line: ΤΟ ΜΕΓΙΣΤΟΝ (84, 1632, 228, 1655)
owner-name: Κ. ΒΕΛΛΙΔΗΣ (73, 257, 198, 278)
signature-box (1232, 2035, 1467, 2091)
article-headline (45, 1625, 266, 1700)
article-subhead: ΑΥΤΟ ΜΟΝΟΝ (522, 1590, 746, 1614)
offices-title: ΓΡΑΦΕΙΑ : (309, 246, 405, 267)
price-provinces: Διὰ τὰς ἐπαρχίας .... 20» (1250, 282, 1431, 299)
